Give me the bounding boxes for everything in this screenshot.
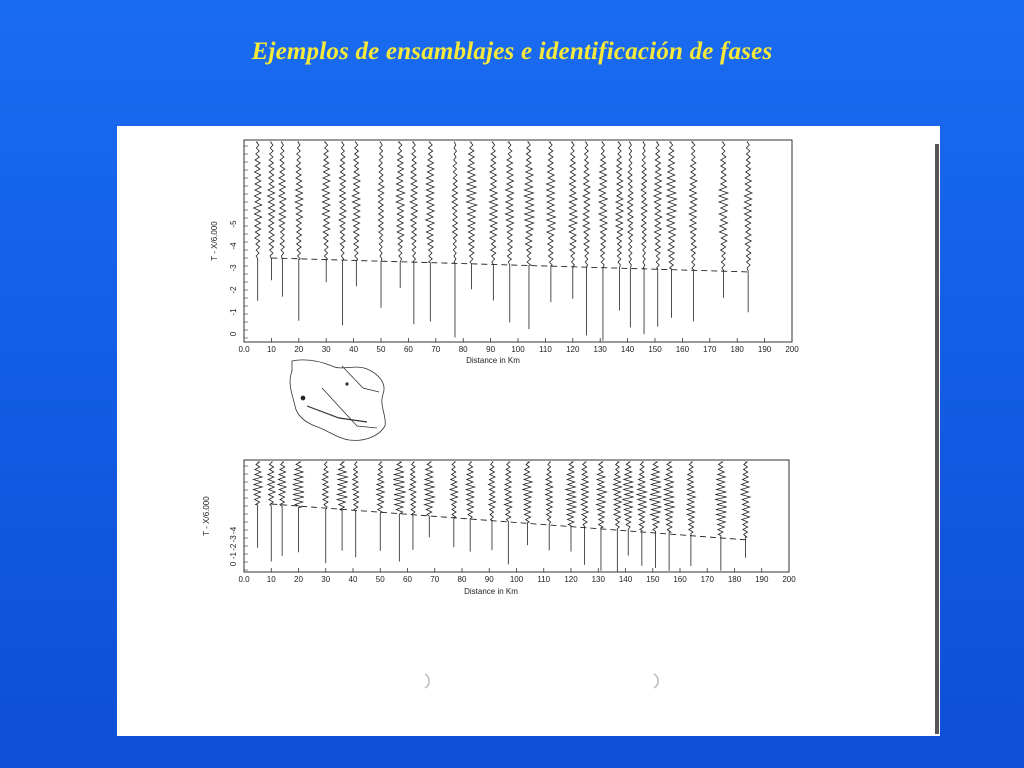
bottom-trace [322,462,328,563]
bottom-trace [741,462,750,558]
bottom-x-tick-label: 10 [266,575,276,584]
location-map-inset [290,360,385,440]
bottom-x-tick-labels [238,568,796,584]
bottom-y-tick-labels [229,466,248,570]
top-x-tick-label: 100 [511,345,525,354]
bottom-trace [523,462,532,545]
bottom-record-section [202,460,796,596]
top-x-tick-label: 40 [349,345,359,354]
bottom-x-axis-label: Distance in Km [464,587,518,596]
bottom-x-tick-label: 130 [591,575,605,584]
bottom-y-tick-label: -3 [229,535,238,543]
top-trace [352,142,360,286]
bottom-trace [489,462,496,550]
top-trace [505,142,513,322]
bottom-trace [613,462,621,572]
top-y-tick-label: -4 [229,242,238,250]
top-x-tick-label: 130 [593,345,607,354]
top-x-tick-label: 90 [486,345,496,354]
top-x-tick-label: 50 [376,345,386,354]
top-trace [279,142,286,297]
bottom-trace [466,462,475,552]
bottom-x-tick-label: 80 [457,575,467,584]
top-trace [322,142,330,282]
bottom-y-tick-label: -2 [229,543,238,551]
bottom-trace [687,462,696,566]
top-trace [667,142,677,318]
top-trace [426,142,435,322]
bottom-x-tick-label: 180 [727,575,742,584]
top-x-tick-label: 140 [620,345,635,354]
bottom-traces [253,462,750,572]
top-trace [616,142,623,310]
top-trace [378,142,384,308]
top-x-axis-label: Distance in Km [466,356,520,365]
bottom-trace [566,462,576,552]
bottom-first-arrival-pick [271,504,748,540]
bottom-x-tick-label: 170 [700,575,714,584]
bottom-x-tick-label: 200 [782,575,796,584]
bottom-trace [715,462,727,571]
top-y-axis-label: T - X/6.000 [210,221,219,261]
bottom-trace [268,462,275,562]
top-y-tick-label: -1 [229,308,238,316]
top-y-tick-label: -2 [229,286,238,294]
slide-title: Ejemplos de ensamblajes e identificación de fases [251,38,773,65]
bottom-trace [293,462,304,552]
bottom-y-tick-label: 0 [229,561,238,567]
bottom-x-tick-label: 50 [375,575,385,584]
punch-hole-left [425,674,429,688]
top-trace [641,142,647,334]
bottom-trace [581,462,588,565]
top-x-tick-labels [238,338,799,354]
record-section-figure [117,126,940,736]
bottom-trace [450,462,458,547]
top-x-tick-label: 0.0 [238,345,250,354]
top-x-tick-label: 10 [266,345,276,354]
bottom-trace [409,462,416,550]
bottom-y-tick-label: -1 [229,552,238,560]
bottom-x-tick-label: 160 [673,575,687,584]
scan-edge [935,144,939,734]
bottom-x-tick-label: 150 [646,575,660,584]
bottom-trace [622,462,633,556]
top-x-tick-label: 20 [294,345,304,354]
bottom-trace [337,462,348,551]
top-trace [410,142,417,324]
top-first-arrival-pick [271,258,751,272]
bottom-x-tick-label: 90 [484,575,494,584]
bottom-trace [505,462,512,564]
top-y-tick-label: -5 [229,220,238,228]
bottom-y-tick-label: -4 [229,526,238,534]
top-y-tick-label: 0 [229,331,238,337]
bottom-x-tick-label: 100 [509,575,524,584]
top-trace [569,142,577,299]
bottom-trace [546,462,553,550]
top-trace [599,142,608,341]
top-x-tick-label: 30 [321,345,331,354]
top-trace [547,142,556,302]
top-trace [744,142,752,312]
scanned-figure [117,126,940,736]
bottom-trace [425,462,435,537]
top-x-tick-label: 200 [785,345,799,354]
bottom-x-tick-label: 60 [403,575,412,584]
top-trace [339,142,346,326]
bottom-x-tick-label: 190 [755,575,769,584]
top-trace [452,142,458,338]
top-x-tick-label: 190 [757,345,772,354]
top-x-tick-label: 170 [703,345,717,354]
top-trace [467,142,477,289]
punch-hole-right [654,674,658,688]
bottom-trace [393,462,405,562]
top-trace [396,142,405,288]
bottom-trace [253,462,262,548]
top-trace [689,142,697,321]
bottom-trace [663,462,674,571]
top-x-tick-label: 180 [730,345,744,354]
bottom-trace [278,462,286,556]
top-traces [254,142,752,341]
top-record-section [210,140,799,365]
bottom-x-tick-label: 0.0 [238,575,250,584]
top-trace [654,142,662,327]
bottom-trace [353,462,359,557]
bottom-trace [649,462,661,568]
top-x-tick-label: 70 [431,345,441,354]
top-x-tick-label: 120 [566,345,580,354]
bottom-trace [637,462,647,566]
top-x-tick-label: 150 [648,345,662,354]
top-trace [489,142,497,301]
top-x-tick-label: 60 [403,345,413,354]
top-trace [524,142,534,329]
bottom-x-tick-label: 110 [537,575,551,584]
bottom-x-tick-label: 20 [294,575,303,584]
top-y-tick-labels [229,146,248,338]
top-y-tick-label: -3 [229,264,238,272]
top-trace [627,142,633,327]
top-x-tick-label: 80 [458,345,468,354]
bottom-x-tick-label: 120 [564,575,578,584]
bottom-trace [377,462,385,551]
top-x-tick-label: 160 [675,345,690,354]
bottom-x-tick-label: 140 [618,575,633,584]
bottom-y-axis-label: T - X/6.000 [202,496,211,536]
top-trace [268,142,275,280]
bottom-trace [597,462,607,571]
top-trace [583,142,590,335]
bottom-x-tick-label: 70 [430,575,440,584]
bottom-x-tick-label: 30 [321,575,331,584]
top-x-tick-label: 110 [539,345,552,354]
top-trace [295,142,303,321]
top-trace [254,142,262,301]
bottom-x-tick-label: 40 [348,575,358,584]
top-trace [719,142,728,298]
